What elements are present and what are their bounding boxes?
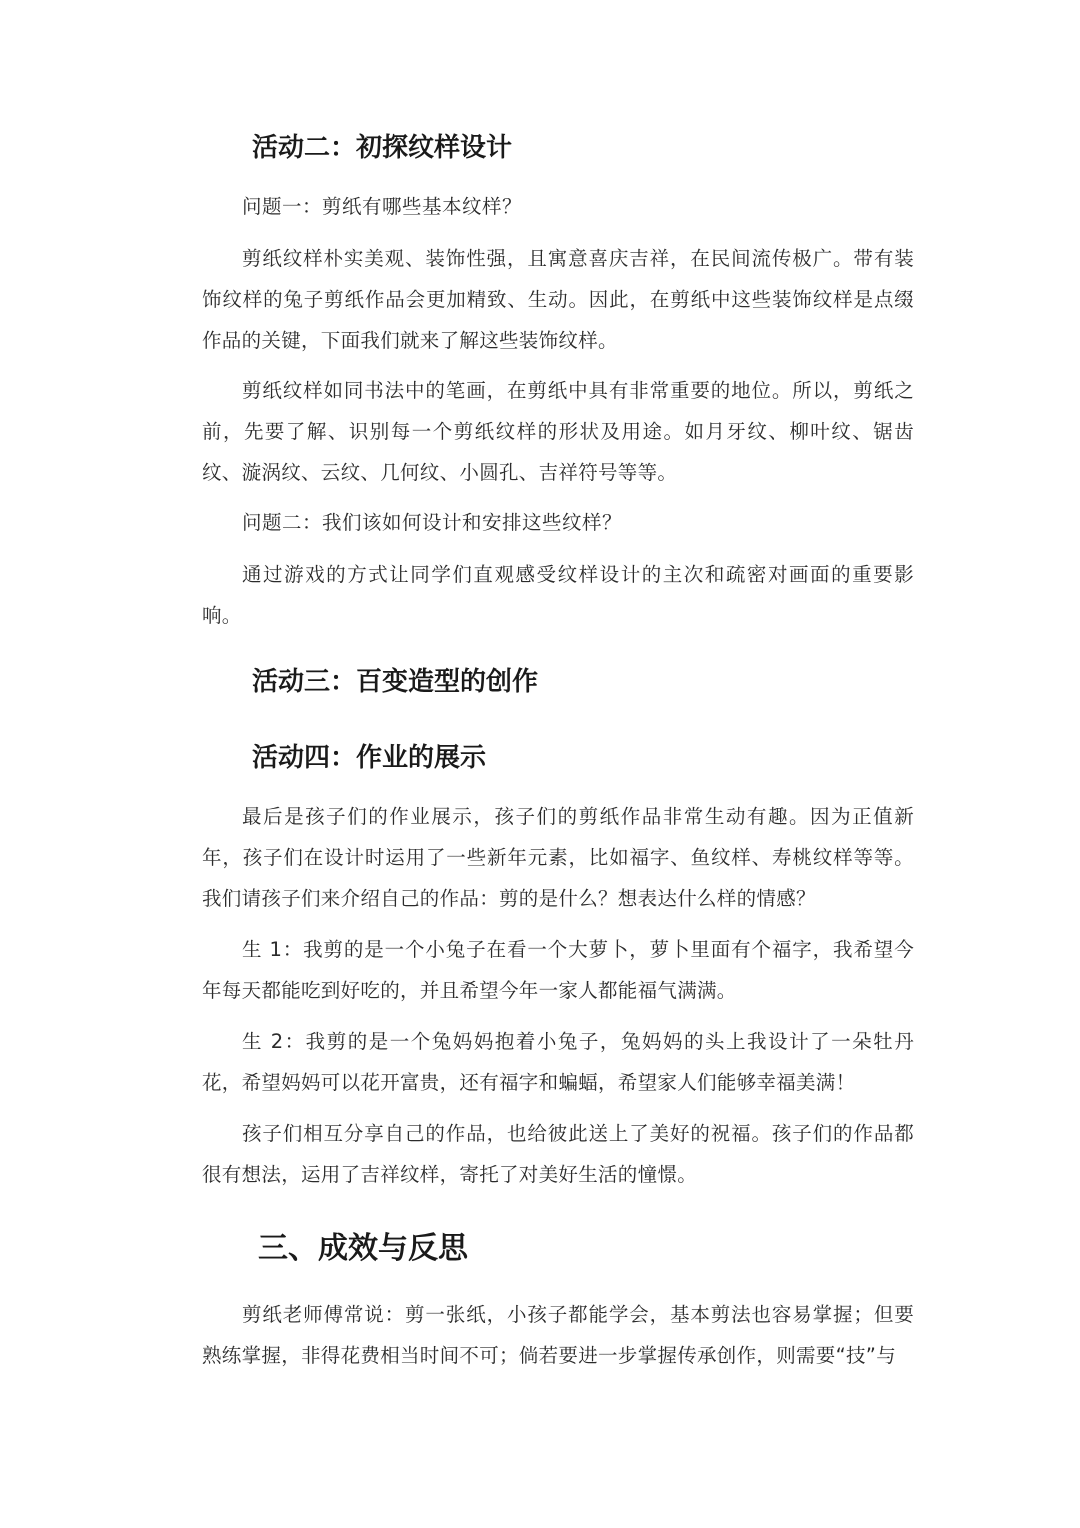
activity3-heading: 活动三：百变造型的创作	[252, 667, 539, 697]
section3-heading: 三、成效与反思	[258, 1231, 468, 1266]
activity2-paragraph2: 剪纸纹样如同书法中的笔画，在剪纸中具有非常重要的地位。所以，剪纸之前，先要了解、识别每一个剪纸纹样的形状及用途。如月牙纹、柳叶纹、锯齿纹、漩涡纹、云纹、几何纹、小圆孔、吉祥符号等等。	[202, 379, 914, 484]
activity4-student1: 生 1：我剪的是一个小兔子在看一个大萝卜，萝卜里面有个福字，我希望今年每天都能吃到好吃的，并且希望今年一家人都能福气满满。	[202, 938, 914, 1002]
activity4-paragraph2: 孩子们相互分享自己的作品，也给彼此送上了美好的祝福。孩子们的作品都很有想法，运用了吉祥纹样，寄托了对美好生活的憧憬。	[202, 1122, 914, 1186]
activity4-student2: 生 2：我剪的是一个兔妈妈抱着小兔子，兔妈妈的头上我设计了一朵牡丹花，希望妈妈可以花开富贵，还有福字和蝙蝠，希望家人们能够幸福美满！	[202, 1030, 914, 1094]
activity2-paragraph1: 剪纸纹样朴实美观、装饰性强，且寓意喜庆吉祥，在民间流传极广。带有装饰纹样的兔子剪纸作品会更加精致、生动。因此，在剪纸中这些装饰纹样是点缀作品的关键，下面我们就来了解这些装饰纹样。	[202, 247, 914, 352]
activity2-question2: 问题二：我们该如何设计和安排这些纹样？	[242, 511, 623, 534]
activity2-paragraph3: 通过游戏的方式让同学们直观感受纹样设计的主次和疏密对画面的重要影响。	[202, 563, 914, 627]
activity4-heading: 活动四：作业的展示	[252, 743, 487, 773]
activity4-paragraph1: 最后是孩子们的作业展示，孩子们的剪纸作品非常生动有趣。因为正值新年，孩子们在设计时运用了一些新年元素，比如福字、鱼纹样、寿桃纹样等等。我们请孩子们来介绍自己的作品：剪的是什么？想表达什么样的情感？	[202, 805, 914, 910]
activity2-question1: 问题一：剪纸有哪些基本纹样？	[242, 195, 523, 218]
activity2-heading: 活动二：初探纹样设计	[252, 133, 513, 163]
section3-paragraph1: 剪纸老师傅常说：剪一张纸，小孩子都能学会，基本剪法也容易掌握；但要熟练掌握，非得花费相当时间不可；倘若要进一步掌握传承创作，则需要“技”与	[202, 1303, 914, 1367]
